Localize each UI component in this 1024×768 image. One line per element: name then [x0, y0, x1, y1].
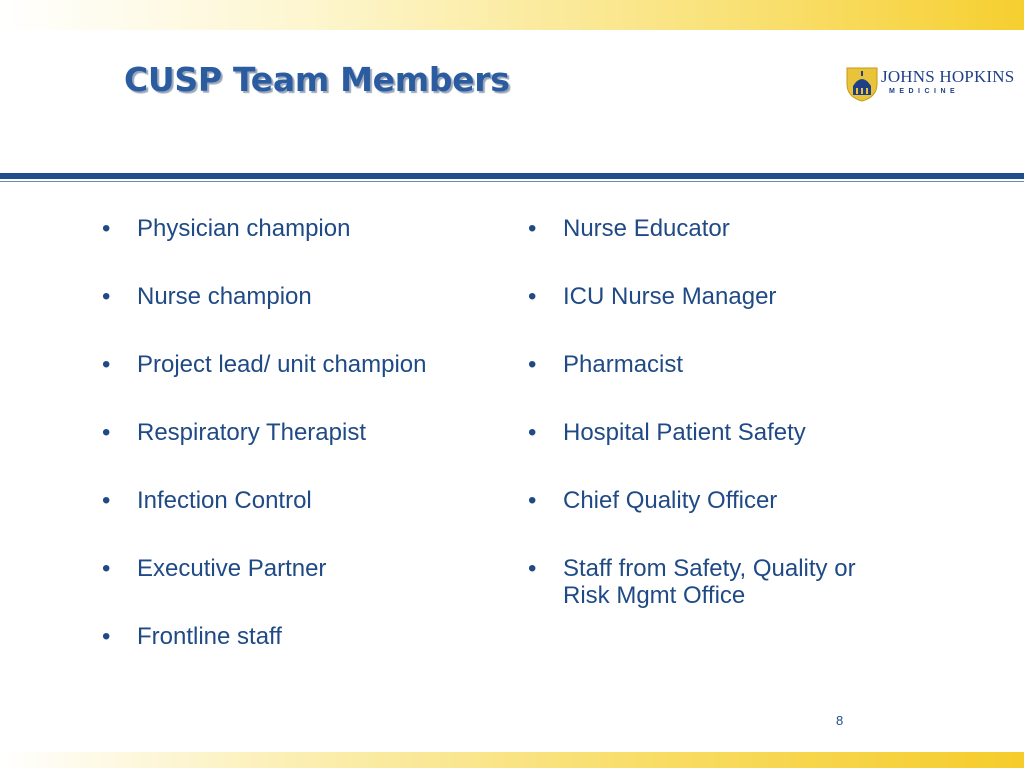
- bullet-text: Frontline staff: [137, 623, 282, 650]
- bullet-item: [528, 419, 898, 446]
- bullet-item: [102, 419, 432, 446]
- right-bullet-list: [528, 215, 898, 650]
- bullet-dot: •: [528, 419, 537, 446]
- bullet-dot: •: [528, 215, 537, 242]
- dome-shield-icon: [845, 64, 879, 102]
- bullet-item: [528, 555, 898, 609]
- bullet-item: [102, 487, 432, 514]
- bullet-text: Infection Control: [137, 487, 312, 514]
- bullet-item: [528, 487, 898, 514]
- bullet-text: Staff from Safety, Quality or Risk Mgmt Office: [563, 555, 856, 609]
- header-divider: [0, 173, 1024, 179]
- bullet-dot: •: [102, 623, 111, 650]
- bullet-item: [102, 215, 432, 242]
- left-bullet-list: [102, 215, 432, 691]
- bullet-dot: •: [102, 351, 111, 378]
- bullet-dot: •: [528, 283, 537, 310]
- bullet-text: Pharmacist: [563, 351, 684, 378]
- bullet-text: Respiratory Therapist: [137, 419, 366, 446]
- bullet-item: [102, 555, 432, 582]
- bullet-text: Physician champion: [137, 215, 351, 242]
- bullet-item: [528, 283, 898, 310]
- bullet-dot: •: [102, 283, 111, 310]
- bullet-text: Project lead/ unit champion: [137, 351, 427, 378]
- bullet-item: [528, 215, 898, 242]
- bullet-text: Executive Partner: [137, 555, 327, 582]
- bullet-item: [528, 351, 898, 378]
- bullet-dot: •: [102, 555, 111, 582]
- logo-subtitle: MEDICINE: [889, 88, 960, 95]
- bullet-text: Nurse Educator: [563, 215, 730, 242]
- bullet-dot: •: [102, 487, 111, 514]
- bullet-item: [102, 623, 432, 650]
- bullet-dot: •: [102, 419, 111, 446]
- bullet-text: Nurse champion: [137, 283, 312, 310]
- page-number: 8: [836, 713, 844, 728]
- bullet-text: Chief Quality Officer: [563, 487, 778, 514]
- bullet-dot: •: [102, 215, 111, 242]
- slide-title: CUSP Team Members: [124, 60, 510, 99]
- top-gradient-band: [0, 0, 1024, 30]
- bullet-dot: •: [528, 555, 537, 582]
- johns-hopkins-logo: [845, 64, 1015, 104]
- header-divider-thin: [0, 181, 1024, 182]
- bullet-item: [102, 283, 432, 310]
- bullet-dot: •: [528, 487, 537, 514]
- bullet-dot: •: [528, 351, 537, 378]
- bottom-gradient-band: [0, 752, 1024, 768]
- bullet-item: [102, 351, 432, 378]
- bullet-text: ICU Nurse Manager: [563, 283, 777, 310]
- logo-wordmark: JOHNS HOPKINS: [881, 67, 1015, 86]
- bullet-text: Hospital Patient Safety: [563, 419, 806, 446]
